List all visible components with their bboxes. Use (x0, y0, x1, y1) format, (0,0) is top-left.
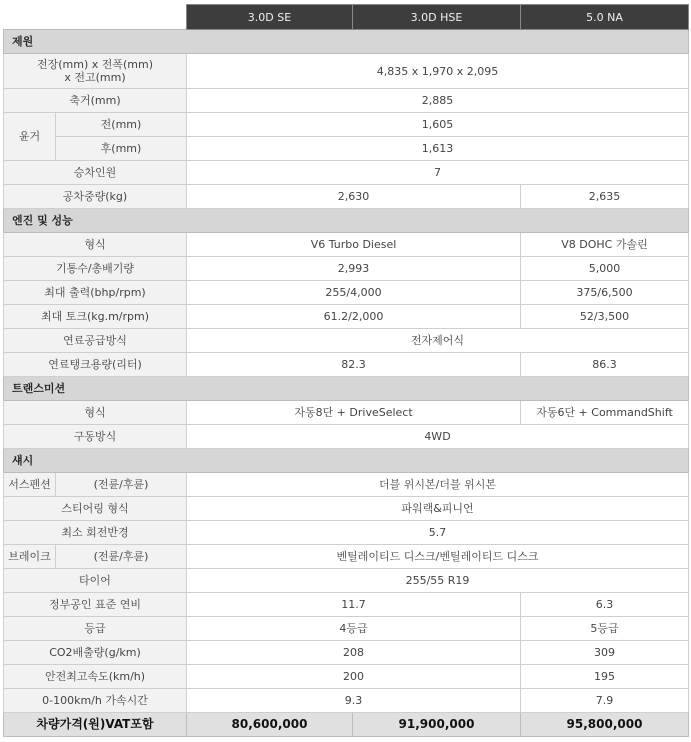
row-label: 등급 (4, 617, 187, 641)
row-displacement (4, 257, 689, 281)
row-label-line1: 전장(mm) x 전폭(mm) (36, 58, 154, 71)
row-value-petrol: 52/3,500 (521, 305, 689, 329)
row-value: 전자제어식 (187, 329, 689, 353)
row-label: 최대 출력(bhp/rpm) (4, 281, 187, 305)
model-header-row (4, 5, 689, 30)
row-value: 벤틸레이티드 디스크/벤틸레이티드 디스크 (187, 545, 689, 569)
row-label: 안전최고속도(km/h) (4, 665, 187, 689)
row-fuel-tank (4, 353, 689, 377)
section-dimensions (4, 30, 689, 54)
row-value-petrol: 5,000 (521, 257, 689, 281)
row-label: 타이어 (4, 569, 187, 593)
row-drive (4, 425, 689, 449)
row-value-diesel: 208 (187, 641, 521, 665)
row-value-petrol: 7.9 (521, 689, 689, 713)
row-value-diesel: 61.2/2,000 (187, 305, 521, 329)
row-label: 전(mm) (56, 113, 187, 137)
row-label: 연료공급방식 (4, 329, 187, 353)
row-label: 스티어링 형식 (4, 497, 187, 521)
row-suspension (4, 473, 689, 497)
row-label: 형식 (4, 233, 187, 257)
spec-table (3, 4, 689, 737)
row-seats (4, 161, 689, 185)
section-transmission (4, 377, 689, 401)
header-blank (4, 5, 187, 30)
row-value-diesel: 200 (187, 665, 521, 689)
row-efficiency (4, 593, 689, 617)
row-label: 0-100km/h 가속시간 (4, 689, 187, 713)
row-value-petrol: 86.3 (521, 353, 689, 377)
row-label: CO2배출량(g/km) (4, 641, 187, 665)
row-power (4, 281, 689, 305)
section-engine (4, 209, 689, 233)
row-label: 승차인원 (4, 161, 187, 185)
row-size (4, 54, 689, 89)
row-value: 2,885 (187, 89, 689, 113)
row-value: 파워랙&피니언 (187, 497, 689, 521)
row-trans-type (4, 401, 689, 425)
row-value-diesel: 4등급 (187, 617, 521, 641)
price-na: 95,800,000 (521, 713, 689, 737)
row-top-speed (4, 665, 689, 689)
row-wheelbase (4, 89, 689, 113)
model-header-se: 3.0D SE (187, 5, 353, 30)
row-value: 더블 위시본/더블 위시본 (187, 473, 689, 497)
price-hse: 91,900,000 (353, 713, 521, 737)
row-fuel-system (4, 329, 689, 353)
row-sub-label: (전륜/후륜) (56, 473, 187, 497)
row-sub-label: (전륜/후륜) (56, 545, 187, 569)
row-label: 공차중량(kg) (4, 185, 187, 209)
row-value-petrol: V8 DOHC 가솔린 (521, 233, 689, 257)
row-engine-type (4, 233, 689, 257)
row-tire (4, 569, 689, 593)
row-value-petrol: 6.3 (521, 593, 689, 617)
row-value-diesel: V6 Turbo Diesel (187, 233, 521, 257)
row-value: 4WD (187, 425, 689, 449)
section-title: 트랜스미션 (4, 377, 689, 401)
price-label: 차량가격(원)VAT포함 (4, 713, 187, 737)
price-se: 80,600,000 (187, 713, 353, 737)
model-header-hse: 3.0D HSE (353, 5, 521, 30)
row-value: 4,835 x 1,970 x 2,095 (187, 54, 689, 89)
row-price (4, 713, 689, 737)
section-title: 엔진 및 성능 (4, 209, 689, 233)
row-value-diesel: 9.3 (187, 689, 521, 713)
row-turning-radius (4, 521, 689, 545)
row-value: 1,613 (187, 137, 689, 161)
tread-group-label: 윤거 (4, 113, 56, 161)
row-label: 최소 회전반경 (4, 521, 187, 545)
row-label: 축거(mm) (4, 89, 187, 113)
row-value-petrol: 2,635 (521, 185, 689, 209)
section-title: 섀시 (4, 449, 689, 473)
row-value: 255/55 R19 (187, 569, 689, 593)
row-value-diesel: 82.3 (187, 353, 521, 377)
row-acceleration (4, 689, 689, 713)
row-label: 구동방식 (4, 425, 187, 449)
row-label-line2: x 전고(mm) (64, 71, 126, 84)
row-label: 후(mm) (56, 137, 187, 161)
row-value-diesel: 2,630 (187, 185, 521, 209)
row-brake (4, 545, 689, 569)
row-label: 연료탱크용량(리터) (4, 353, 187, 377)
row-value-petrol: 309 (521, 641, 689, 665)
row-value-petrol: 195 (521, 665, 689, 689)
row-value-petrol: 5등급 (521, 617, 689, 641)
row-value: 5.7 (187, 521, 689, 545)
row-tread-rear (4, 137, 689, 161)
row-label: 형식 (4, 401, 187, 425)
row-grade (4, 617, 689, 641)
row-label (4, 54, 187, 89)
row-tread-front (4, 113, 689, 137)
row-value-petrol: 자동6단 + CommandShift (521, 401, 689, 425)
row-label: 최대 토크(kg.m/rpm) (4, 305, 187, 329)
row-label: 정부공인 표준 연비 (4, 593, 187, 617)
row-label: 기통수/총배기량 (4, 257, 187, 281)
row-value-diesel: 255/4,000 (187, 281, 521, 305)
row-value: 7 (187, 161, 689, 185)
row-value-petrol: 375/6,500 (521, 281, 689, 305)
row-steering (4, 497, 689, 521)
section-title: 제원 (4, 30, 689, 54)
row-co2 (4, 641, 689, 665)
row-value-diesel: 자동8단 + DriveSelect (187, 401, 521, 425)
row-value: 1,605 (187, 113, 689, 137)
row-value-diesel: 11.7 (187, 593, 521, 617)
section-chassis (4, 449, 689, 473)
row-label: 서스펜션 (4, 473, 56, 497)
row-value-diesel: 2,993 (187, 257, 521, 281)
row-label: 브레이크 (4, 545, 56, 569)
row-weight (4, 185, 689, 209)
row-torque (4, 305, 689, 329)
model-header-na: 5.0 NA (521, 5, 689, 30)
